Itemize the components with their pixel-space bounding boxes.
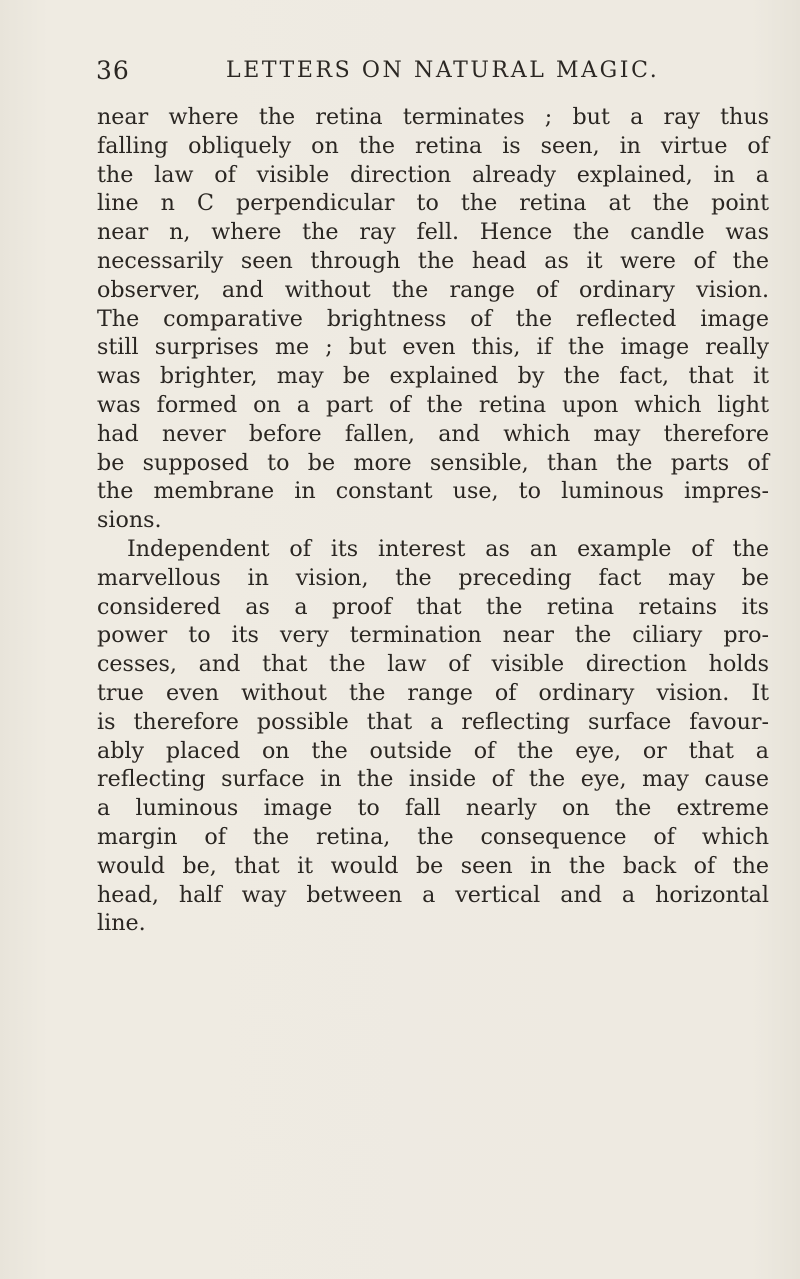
text-line: still surprises me ; but even this, if the image really xyxy=(97,334,769,361)
text-line: true even without the range of ordinary vision. It xyxy=(97,679,769,706)
text-line: a luminous image to fall nearly on the extreme xyxy=(97,795,769,822)
text-line: Independent of its interest as an example of the xyxy=(127,535,769,562)
text-line: head, half way between a vertical and a horizontal xyxy=(97,881,769,908)
running-title: LETTERS ON NATURAL MAGIC. xyxy=(226,58,660,83)
text-line: near n, where the ray fell. Hence the candle was xyxy=(97,219,769,246)
paragraph-1 xyxy=(97,103,769,535)
text-line: sions. xyxy=(97,507,162,534)
body-text xyxy=(97,103,769,938)
text-line: marvellous in vision, the preceding fact may be xyxy=(97,564,769,591)
text-line: reflecting surface in the inside of the eye, may cause xyxy=(97,766,769,793)
text-line: margin of the retina, the consequence of which xyxy=(97,823,769,850)
text-line: near where the retina terminates ; but a ray thus xyxy=(97,104,769,130)
text-line: line. xyxy=(97,910,146,937)
page-number: 36 xyxy=(96,56,130,85)
text-line: line n C perpendicular to the retina at the point xyxy=(97,190,769,217)
text-line: be supposed to be more sensible, than the parts of xyxy=(97,449,769,476)
text-line: was brighter, may be explained by the fact, that it xyxy=(97,363,769,390)
text-line: was formed on a part of the retina upon which light xyxy=(97,391,769,418)
text-line: the law of visible direction already explained, in a xyxy=(97,161,769,188)
text-line: ably placed on the outside of the eye, or that a xyxy=(97,737,769,764)
page-header xyxy=(0,56,800,96)
text-line: observer, and without the range of ordinary vision. xyxy=(97,276,769,303)
text-line: is therefore possible that a reflecting surface favour- xyxy=(97,708,769,735)
text-line: power to its very termination near the ciliary pro- xyxy=(97,622,769,649)
text-line: would be, that it would be seen in the back of the xyxy=(97,852,769,879)
text-line: considered as a proof that the retina retains its xyxy=(97,593,769,620)
paragraph-2 xyxy=(97,535,769,938)
text-line: necessarily seen through the head as it were of the xyxy=(97,247,769,274)
text-line: The comparative brightness of the reflected image xyxy=(97,305,769,332)
text-line: had never before fallen, and which may therefore xyxy=(97,420,769,447)
text-line: the membrane in constant use, to luminous impres- xyxy=(97,478,769,505)
text-line: falling obliquely on the retina is seen, in virtue of xyxy=(97,132,769,159)
text-line: cesses, and that the law of visible direction holds xyxy=(97,651,769,678)
